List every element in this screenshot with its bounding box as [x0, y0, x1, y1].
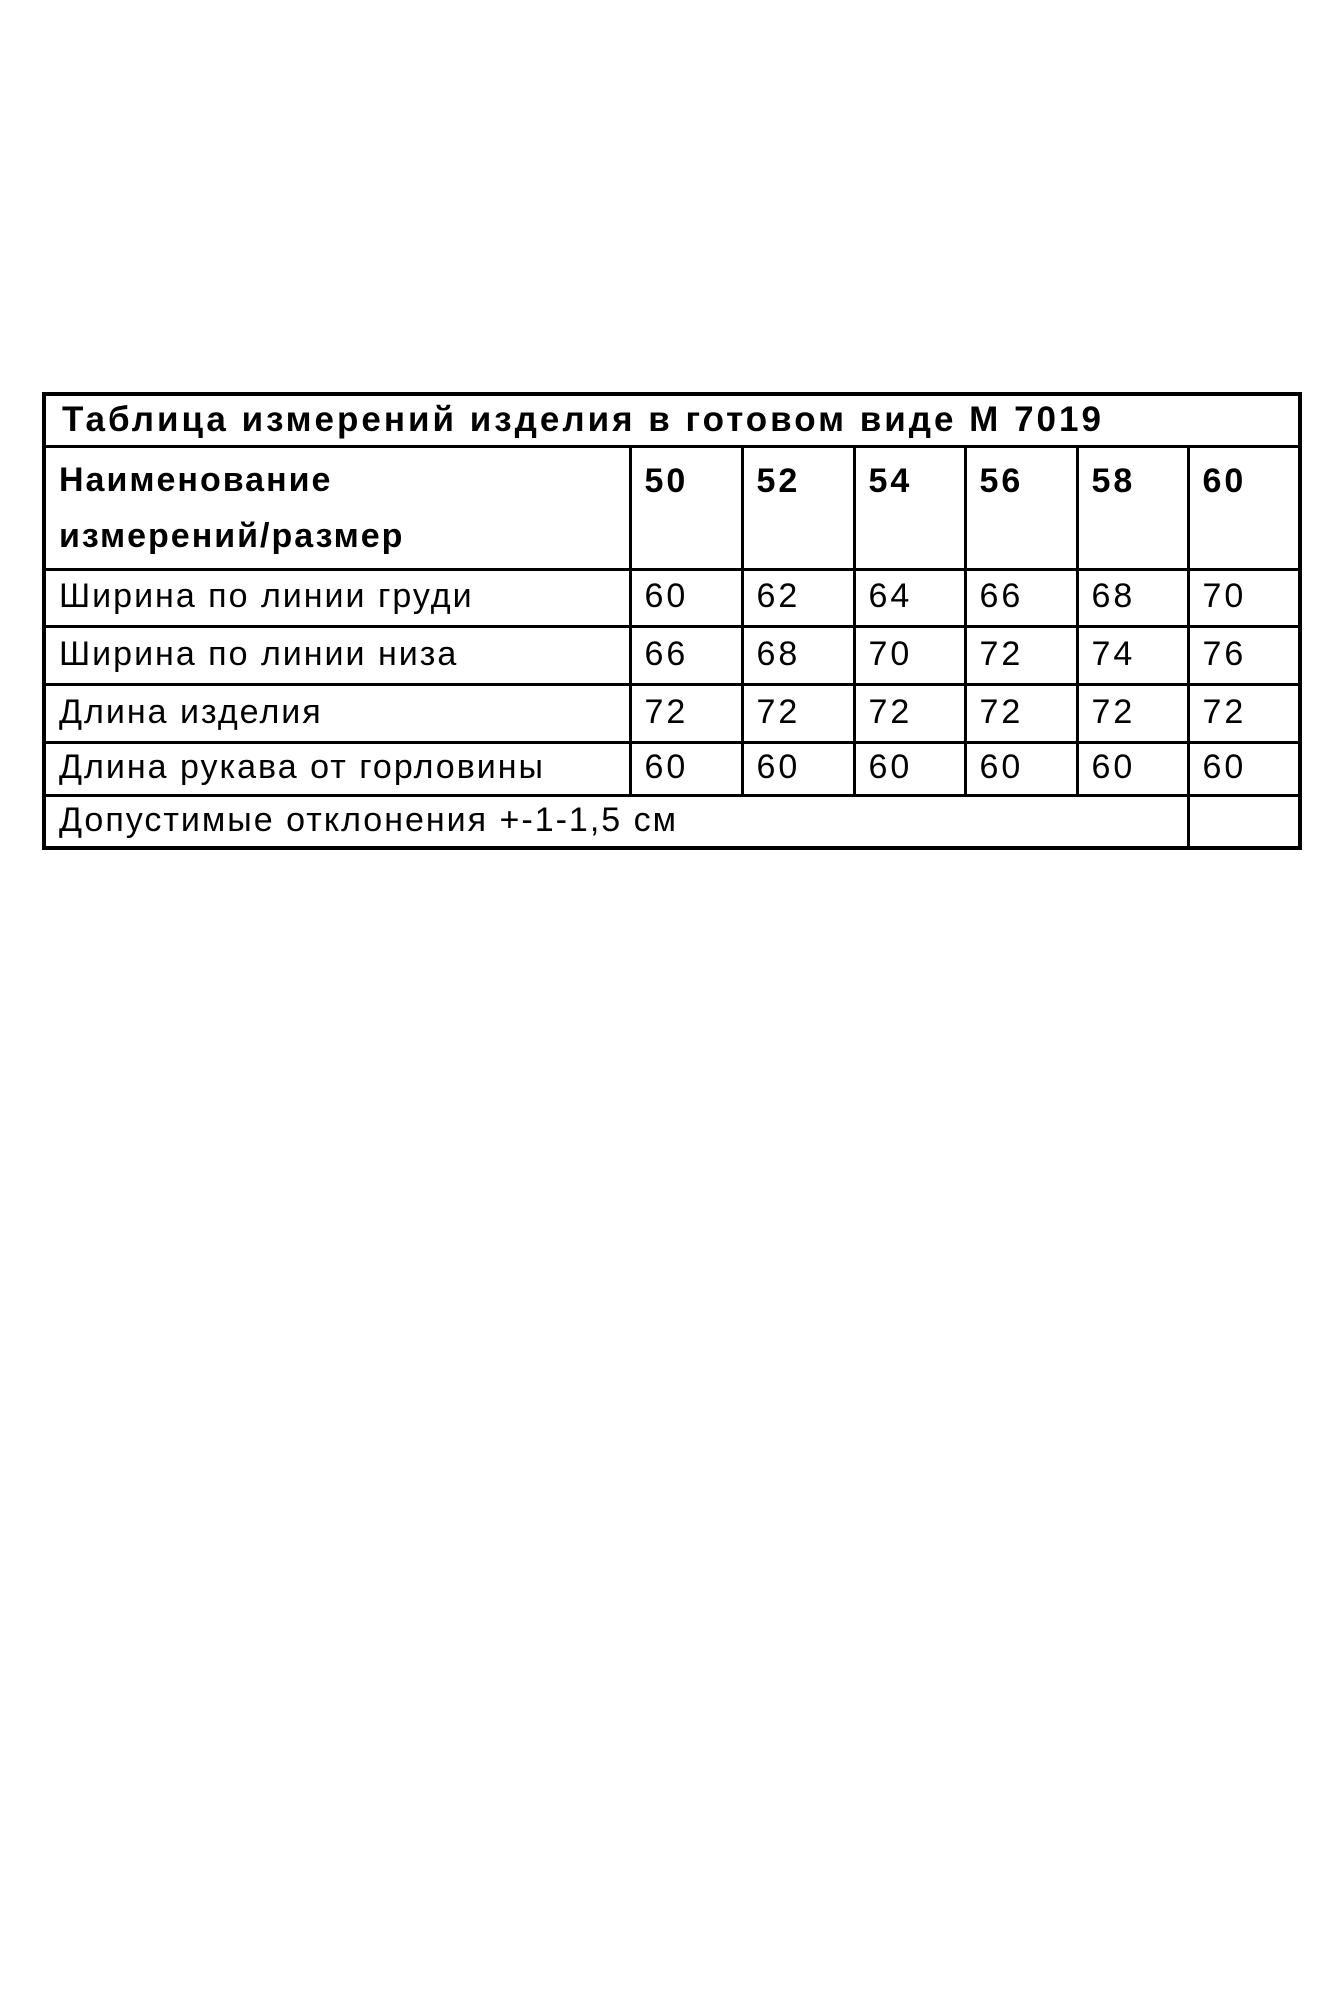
value-cell: 72 — [742, 684, 854, 742]
value-cell: 72 — [630, 684, 742, 742]
value-cell: 64 — [854, 569, 965, 626]
value-cell: 72 — [1077, 684, 1188, 742]
table-row-item-length — [44, 684, 1300, 742]
row-label: Длина изделия — [44, 684, 630, 742]
value-cell: 72 — [965, 626, 1077, 684]
value-cell: 72 — [854, 684, 965, 742]
value-cell: 72 — [1188, 684, 1300, 742]
size-column-header-52: 52 — [742, 446, 854, 569]
header-name-cell — [44, 446, 630, 569]
row-label: Длина рукава от горловины — [44, 742, 630, 795]
row-label: Ширина по линии низа — [44, 626, 630, 684]
value-cell: 66 — [965, 569, 1077, 626]
value-cell: 68 — [1077, 569, 1188, 626]
value-cell: 76 — [1188, 626, 1300, 684]
value-cell: 70 — [1188, 569, 1300, 626]
size-column-header-60: 60 — [1188, 446, 1300, 569]
tolerance-note: Допустимые отклонения +-1-1,5 см — [44, 795, 1188, 848]
table-row-chest-width — [44, 569, 1300, 626]
table-row-sleeve-length — [44, 742, 1300, 795]
table-row-tolerance — [44, 795, 1300, 848]
empty-cell — [1188, 795, 1300, 848]
table-row-hem-width — [44, 626, 1300, 684]
size-column-header-54: 54 — [854, 446, 965, 569]
value-cell: 72 — [965, 684, 1077, 742]
table-title-row — [44, 394, 1300, 446]
row-label: Ширина по линии груди — [44, 569, 630, 626]
value-cell: 60 — [1188, 742, 1300, 795]
value-cell: 60 — [630, 742, 742, 795]
value-cell: 70 — [854, 626, 965, 684]
value-cell: 60 — [965, 742, 1077, 795]
value-cell: 60 — [1077, 742, 1188, 795]
value-cell: 62 — [742, 569, 854, 626]
value-cell: 74 — [1077, 626, 1188, 684]
size-column-header-58: 58 — [1077, 446, 1188, 569]
header-name-line2: измерений/размер — [59, 516, 405, 555]
value-cell: 66 — [630, 626, 742, 684]
size-column-header-56: 56 — [965, 446, 1077, 569]
value-cell: 60 — [742, 742, 854, 795]
value-cell: 68 — [742, 626, 854, 684]
table-title: Таблица измерений изделия в готовом виде М 7019 — [44, 394, 1300, 446]
measurement-size-table — [42, 392, 1302, 850]
header-name-line1: Наименование — [59, 460, 333, 499]
value-cell: 60 — [854, 742, 965, 795]
value-cell: 60 — [630, 569, 742, 626]
table-header-row — [44, 446, 1300, 569]
size-column-header-50: 50 — [630, 446, 742, 569]
